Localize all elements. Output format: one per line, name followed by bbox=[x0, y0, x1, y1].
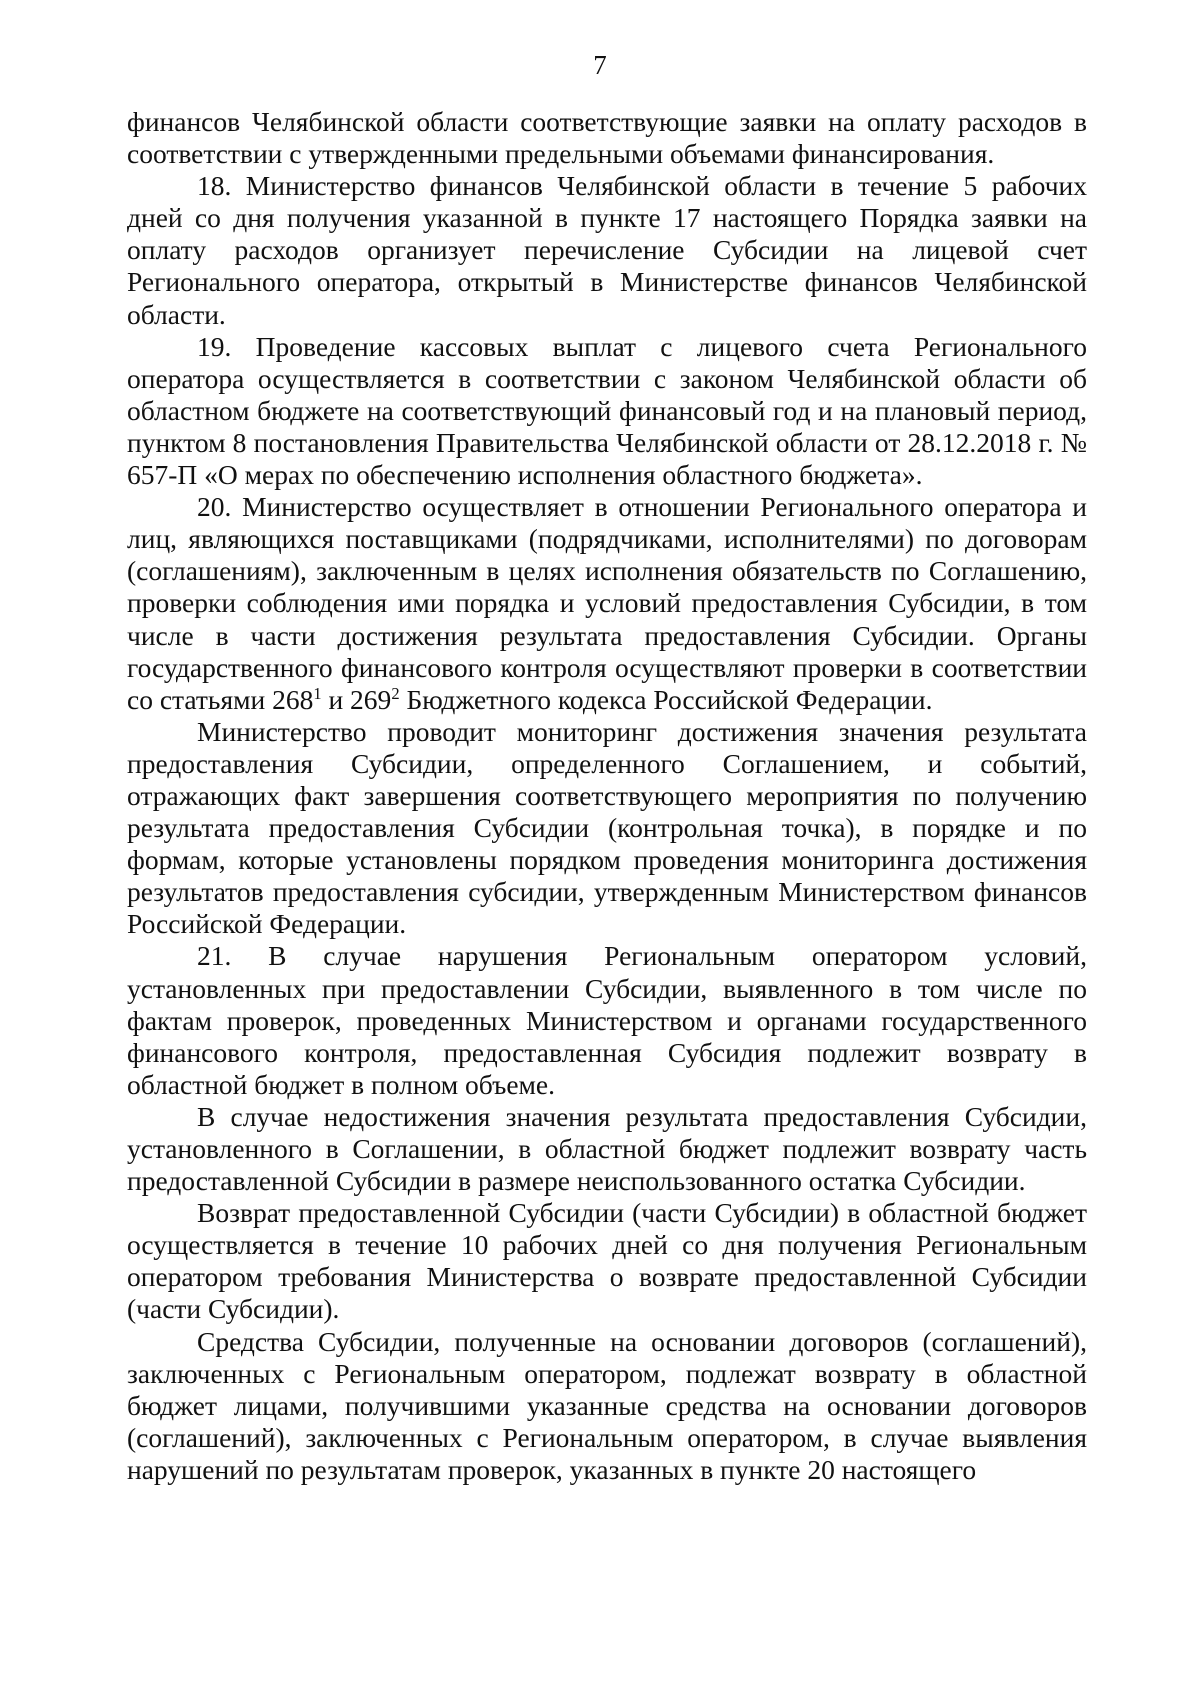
paragraph-20 bbox=[127, 491, 1087, 716]
paragraph-18: 18. Министерство финансов Челябинской области в течение 5 рабочих дней со дня получения указанной в пункте 17 настоящего Порядка заявки на оплату расходов организует перечисление Субсидии на лицевой счет Регионального оператора, открытый в Министерстве финансов Челябинской области. bbox=[127, 170, 1087, 330]
paragraph-20-text-before: 20. Министерство осуществляет в отношении Регионального оператора и лиц, являющихся поставщиками (подрядчиками, исполнителями) по договорам (соглашениям), заключенным в целях исполнения обязательств по Соглашению, проверки соблюдения ими порядка и условий предоставления Субсидии, в том числе в части достижения результата предоставления Субсидии. Органы государственного финансового контроля осуществляют проверки в соответствии со статьями 268 bbox=[127, 491, 1087, 715]
paragraph-non-achievement: В случае недостижения значения результата предоставления Субсидии, установленного в Соглашении, в областной бюджет подлежит возврату часть предоставленной Субсидии в размере неиспользованного остатка Субсидии. bbox=[127, 1100, 1087, 1197]
paragraph-20-text-after: Бюджетного кодекса Российской Федерации. bbox=[399, 683, 933, 715]
page-number: 7 bbox=[593, 50, 607, 80]
paragraph-funds-return: Средства Субсидии, полученные на основании договоров (соглашений), заключенных с Региональным оператором, подлежат возврату в областной бюджет лицами, получившими указанные средства на основании договоров (соглашений), заключенных с Региональным оператором, в случае выявления нарушений по результатам проверок, указанных в пункте 20 настоящего bbox=[127, 1325, 1087, 1485]
paragraph-20-text-middle: и 269 bbox=[321, 683, 392, 715]
paragraph-return-period: Возврат предоставленной Субсидии (части Субсидии) в областной бюджет осуществляется в течение 10 рабочих дней со дня получения Региональным оператором требования Министерства о возврате предоставленной Субсидии (части Субсидии). bbox=[127, 1197, 1087, 1325]
paragraph-21: 21. В случае нарушения Региональным оператором условий, установленных при предоставлении Субсидии, выявленного в том числе по фактам проверок, проведенных Министерством и органами государственного финансового контроля, предоставленная Субсидия подлежит возврату в областной бюджет в полном объеме. bbox=[127, 940, 1087, 1100]
paragraph-19: 19. Проведение кассовых выплат с лицевого счета Регионального оператора осуществляется в соответствии с законом Челябинской области об областном бюджете на соответствующий финансовый год и на плановый период, пунктом 8 постановления Правительства Челябинской области от 28.12.2018 г. № 657-П «О мерах по обеспечению исполнения областного бюджета». bbox=[127, 330, 1087, 491]
superscript-1: 1 bbox=[313, 683, 322, 703]
paragraph-continuation: финансов Челябинской области соответствующие заявки на оплату расходов в соответствии с утвержденными предельными объемами финансирования. bbox=[127, 106, 1087, 170]
paragraph-monitoring: Министерство проводит мониторинг достижения значения результата предоставления Субсидии, определенного Соглашением, и событий, отражающих факт завершения соответствующего мероприятия по получению результата предоставления Субсидии (контрольная точка), в порядке и по формам, которые установлены порядком проведения мониторинга достижения результатов предоставления субсидии, утвержденным Министерством финансов Российской Федерации. bbox=[127, 715, 1087, 940]
document-body bbox=[127, 106, 1087, 1486]
superscript-2: 2 bbox=[391, 683, 400, 703]
